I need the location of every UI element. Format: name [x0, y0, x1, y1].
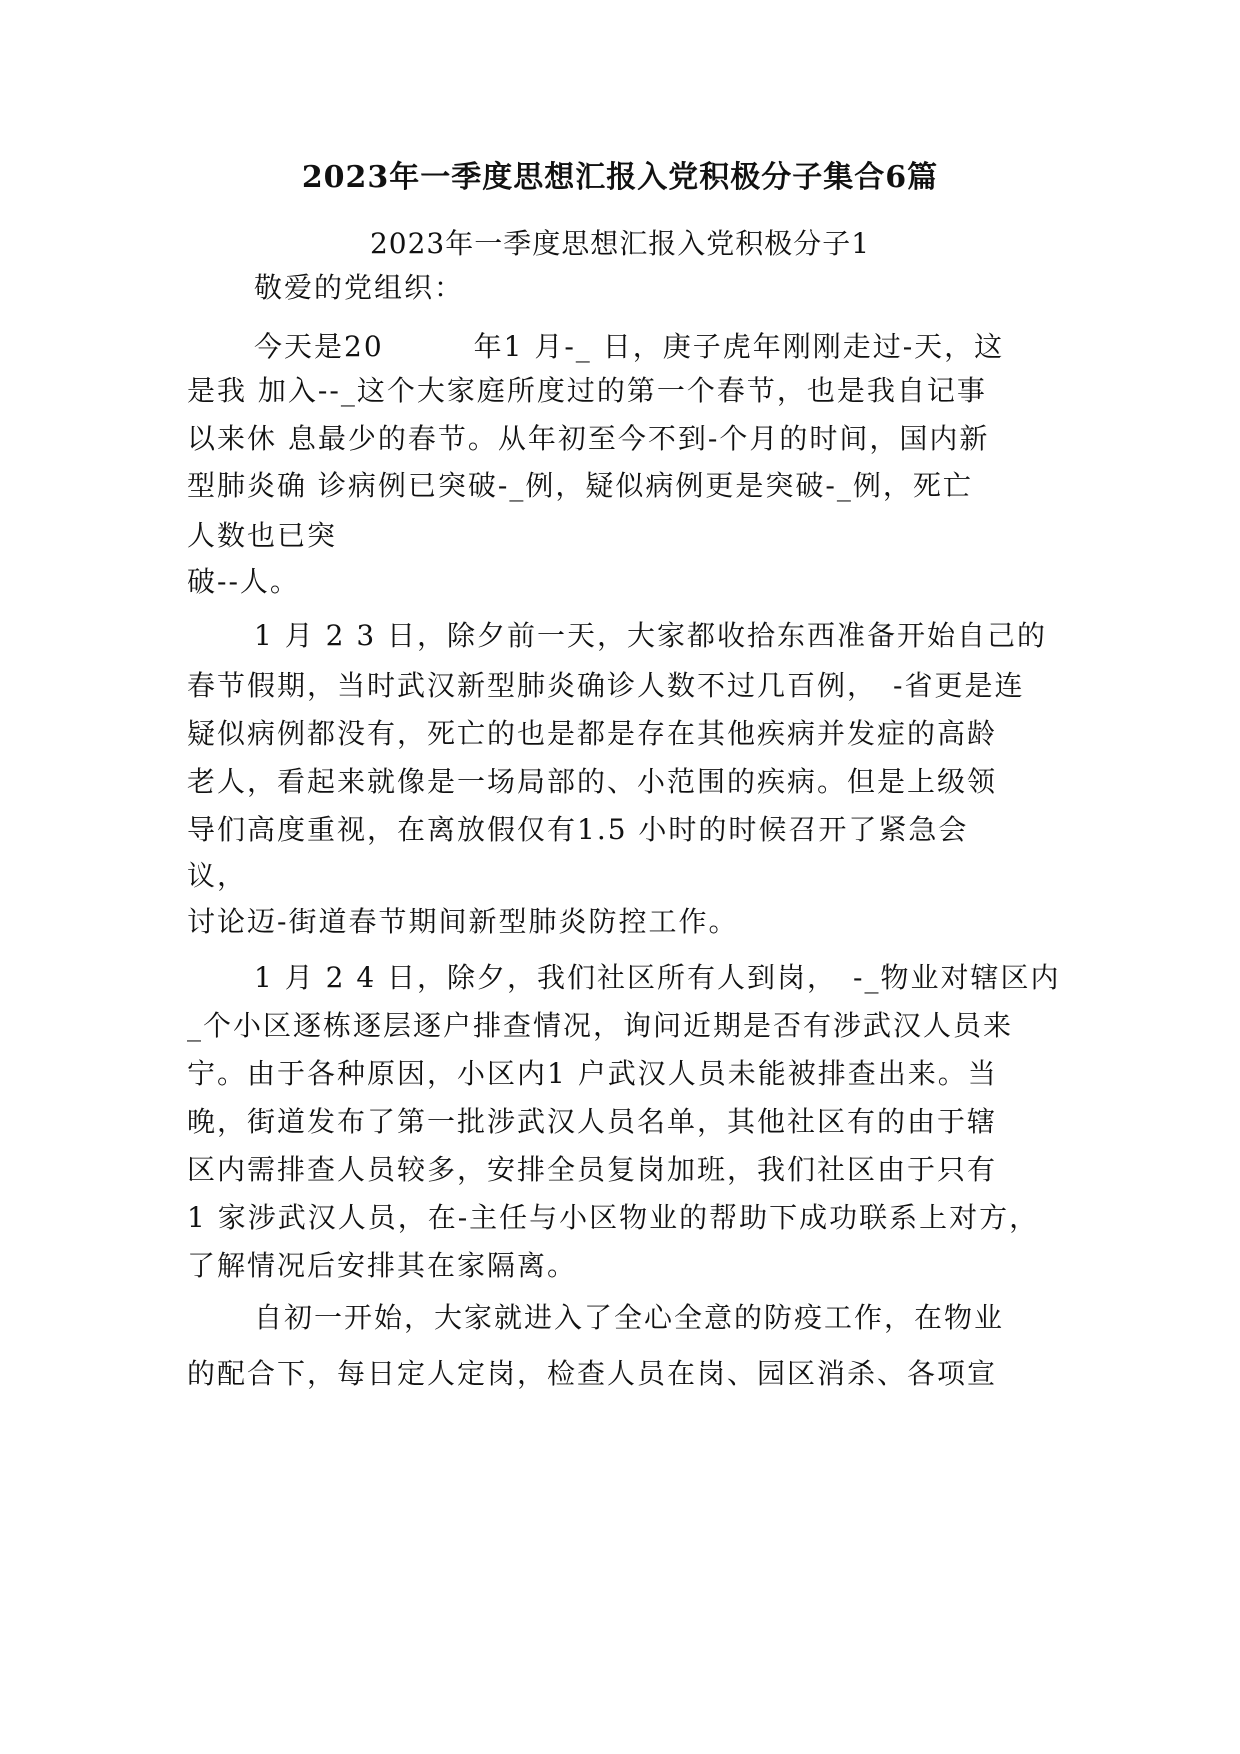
body-line: 自初一开始，大家就进入了全心全意的防疫工作，在物业 [254, 1301, 1005, 1334]
body-line: 人数也已突 [187, 519, 338, 552]
body-line: 了解情况后安排其在家隔离。 [187, 1249, 578, 1282]
body-line: 1 月 2 3 日，除夕前一天，大家都收拾东西准备开始自己的 [254, 619, 1048, 652]
body-line: 晚，街道发布了第一批涉武汉人员名单，其他社区有的由于辖 [187, 1105, 998, 1138]
body-line: 以来休 息最少的春节。从年初至今不到-个月的时间，国内新 [187, 422, 990, 455]
body-line: 疑似病例都没有，死亡的也是都是存在其他疾病并发症的高龄 [187, 717, 998, 750]
body-line: 宁。由于各种原因，小区内1 户武汉人员未能被排查出来。当 [187, 1057, 998, 1090]
body-line: 是我 加入--_这个大家庭所度过的第一个春节，也是我自记事 [187, 374, 987, 407]
body-line: 1 月 2 4 日，除夕，我们社区所有人到岗， -_物业对辖区内 [254, 961, 1061, 994]
body-line: 议， [187, 859, 248, 892]
document-subtitle: 2023年一季度思想汇报入党积极分子1 [369, 227, 871, 260]
body-line: 导们高度重视，在离放假仅有1.5 小时的时候召开了紧急会 [187, 813, 969, 846]
body-line: _个小区逐栋逐层逐户排查情况，询问近期是否有涉武汉人员来 [187, 1009, 1014, 1042]
body-line: 型肺炎确 诊病例已突破-_例，疑似病例更是突破-_例，死亡 [187, 469, 973, 502]
salutation: 敬爱的党组织： [254, 271, 465, 304]
document-title: 2023年一季度思想汇报入党积极分子集合6篇 [301, 160, 939, 195]
body-line: 讨论迈-街道春节期间新型肺炎防控工作。 [187, 905, 739, 938]
body-line: 老人，看起来就像是一场局部的、小范围的疾病。但是上级领 [187, 765, 998, 798]
body-line: 1 家涉武汉人员，在-主任与小区物业的帮助下成功联系上对方， [187, 1201, 1040, 1234]
body-line: 今天是20 年1 月-_ 日，庚子虎年刚刚走过-天，这 [254, 330, 1005, 363]
body-line: 破--人。 [187, 565, 300, 598]
body-line: 春节假期，当时武汉新型肺炎确诊人数不过几百例， -省更是连 [187, 669, 1025, 702]
body-line: 的配合下，每日定人定岗，检查人员在岗、园区消杀、各项宣 [187, 1357, 998, 1390]
body-line: 区内需排查人员较多，安排全员复岗加班，我们社区由于只有 [187, 1153, 998, 1186]
